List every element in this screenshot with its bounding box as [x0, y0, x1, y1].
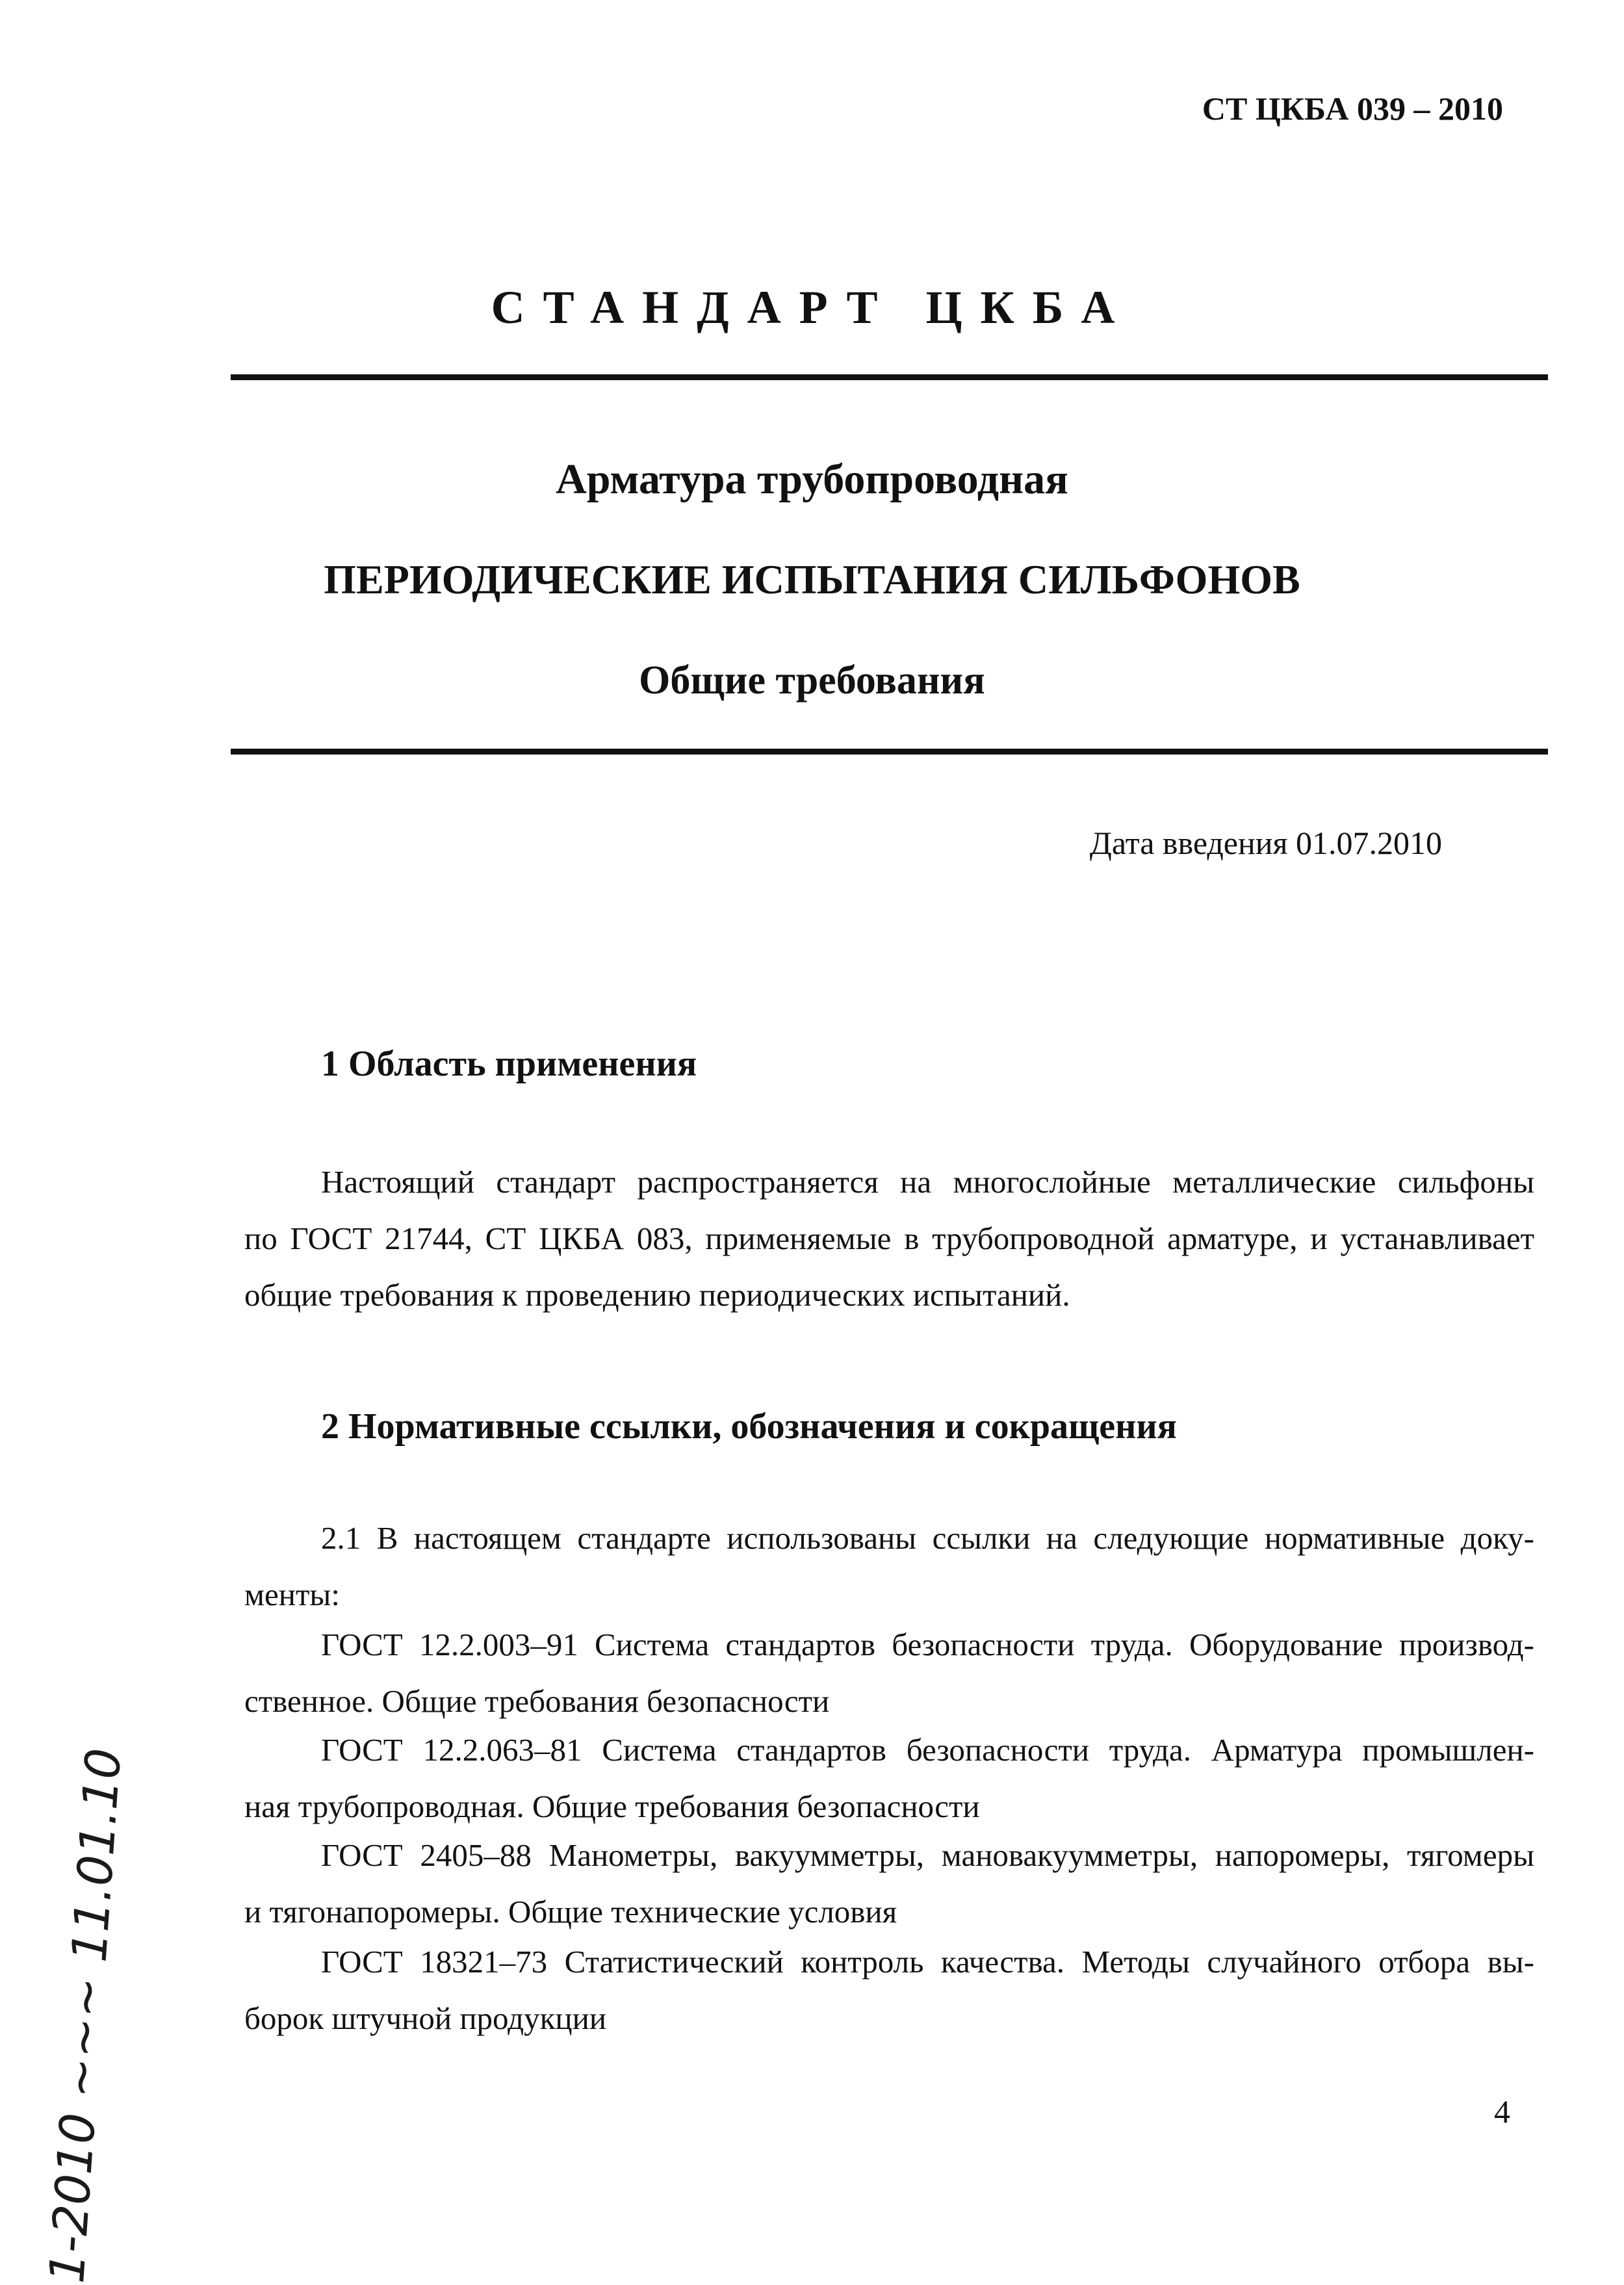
- title-subject: Арматура трубопроводная: [556, 456, 1068, 503]
- paragraph-line: ственное. Общие требования безопасности: [244, 1683, 830, 1719]
- paragraph-line: ная трубопроводная. Общие требования безопасности: [244, 1788, 980, 1824]
- document-code: СТ ЦКБА 039 – 2010: [1202, 90, 1503, 127]
- title-main: ПЕРИОДИЧЕСКИЕ ИСПЫТАНИЯ СИЛЬФОНОВ: [324, 556, 1300, 602]
- paragraph-line: по ГОСТ 21744, СТ ЦКБА 083, применяемые в трубопроводной арматуре, и устанавливает: [244, 1220, 1534, 1256]
- introduction-date: Дата введения 01.07.2010: [1089, 825, 1442, 861]
- scope-paragraph: [244, 1154, 1534, 1323]
- reference-gost-2405: [244, 1827, 1534, 1940]
- section-2-heading: 2 Нормативные ссылки, обозначения и сокращения: [321, 1406, 1177, 1447]
- paragraph-line: борок штучной продукции: [244, 2000, 607, 2036]
- paragraph-line: общие требования к проведению периодических испытаний.: [244, 1277, 1070, 1313]
- reference-gost-12-2-063: [244, 1722, 1534, 1835]
- handwritten-margin-note: 1-2010 ~~~ 11.01.10: [39, 1746, 133, 2285]
- paragraph-line: 2.1 В настоящем стандарте использованы ссылки на следующие нормативные доку-: [321, 1520, 1534, 1556]
- paragraph-line: ГОСТ 2405–88 Манометры, вакуумметры, мановакуумметры, напоромеры, тягомеры: [321, 1837, 1534, 1873]
- page-number: 4: [1494, 2093, 1510, 2130]
- paragraph-line: и тягонапоромеры. Общие технические условия: [244, 1894, 897, 1930]
- paragraph-line: ГОСТ 12.2.063–81 Система стандартов безопасности труда. Арматура промышлен-: [321, 1732, 1534, 1768]
- top-divider: [231, 374, 1548, 380]
- clause-2-1: [244, 1510, 1534, 1623]
- title-subtitle: Общие требования: [639, 658, 985, 703]
- standard-heading: СТАНДАРТ ЦКБА: [491, 281, 1133, 333]
- reference-gost-12-2-003: [244, 1616, 1534, 1729]
- paragraph-line: ГОСТ 12.2.003–91 Система стандартов безопасности труда. Оборудование производ-: [321, 1627, 1534, 1662]
- bottom-divider: [231, 749, 1548, 755]
- paragraph-line: Настоящий стандарт распространяется на многослойные металлические сильфоны: [321, 1164, 1534, 1200]
- section-1-heading: 1 Область применения: [321, 1044, 697, 1084]
- reference-gost-18321: [244, 1933, 1534, 2046]
- paragraph-line: менты:: [244, 1577, 340, 1612]
- paragraph-line: ГОСТ 18321–73 Статистический контроль качества. Методы случайного отбора вы-: [321, 1944, 1534, 1980]
